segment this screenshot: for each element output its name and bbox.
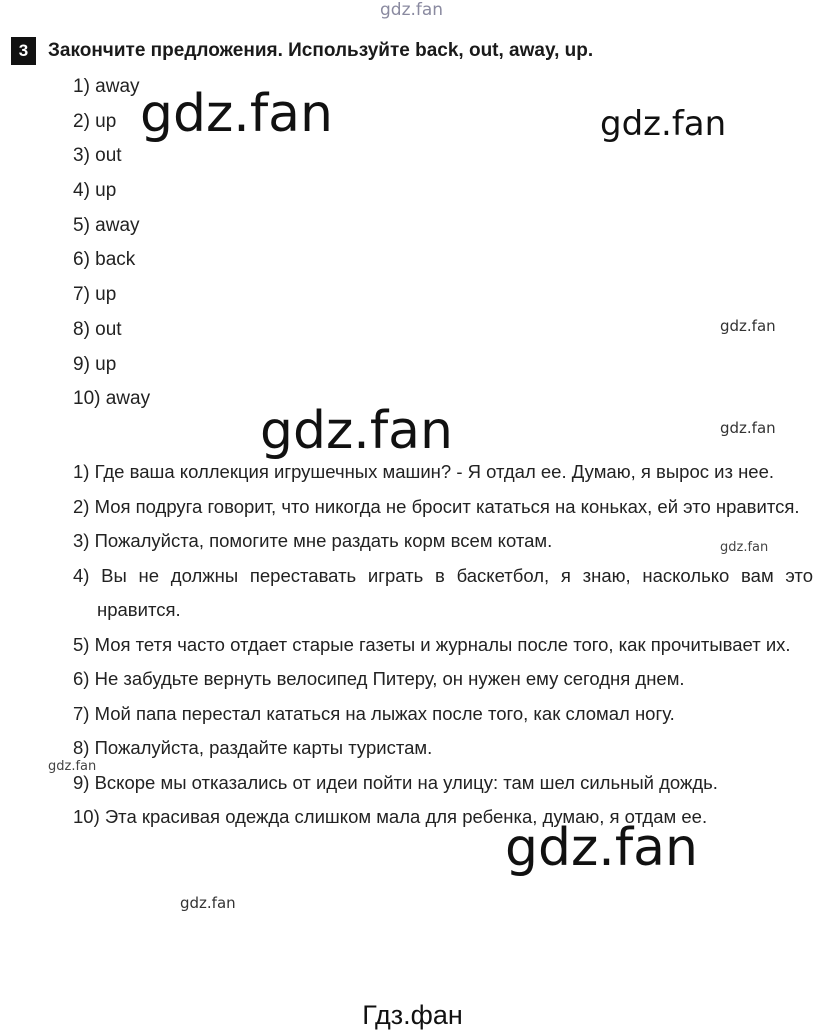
translation-item: 1) Где ваша коллекция игрушечных машин? - Я отдал ее. Думаю, я вырос из нее. bbox=[73, 461, 775, 482]
translation-item: 4) Вы не должны переставать играть в баскетбол, я знаю, насколько вам это нравится. bbox=[73, 564, 813, 620]
translation-item: 2) Моя подруга говорит, что никогда не бросит кататься на коньках, ей это нравится. bbox=[73, 495, 800, 517]
translations-list bbox=[73, 455, 813, 835]
answer-item: 2) up bbox=[73, 110, 117, 132]
watermark-small: gdz.fan bbox=[720, 540, 769, 555]
translation-item: 10) Эта красивая одежда слишком мала для ребенка, думаю, я отдам ее. bbox=[73, 806, 708, 827]
task-number-badge: 3 bbox=[11, 37, 36, 65]
watermark-small: gdz.fan bbox=[720, 419, 776, 437]
task-title: Закончите предложения. Используйте back, out, away, up. bbox=[48, 40, 594, 61]
translation-item: 7) Мой папа перестал кататься на лыжах после того, как сломал ногу. bbox=[73, 702, 675, 724]
translation-item: 8) Пожалуйста, раздайте карты туристам. bbox=[73, 737, 433, 758]
answers-list bbox=[73, 74, 150, 421]
answer-item: 1) away bbox=[73, 76, 140, 97]
footer-site-name: Гдз.фан bbox=[362, 1000, 463, 1030]
watermark-large: gdz.fan bbox=[505, 818, 698, 878]
answer-item: 9) up bbox=[73, 353, 117, 375]
answer-item: 8) out bbox=[73, 318, 122, 340]
answer-item: 6) back bbox=[73, 249, 136, 271]
answer-item: 4) up bbox=[73, 180, 117, 202]
watermark-medium: gdz.fan bbox=[600, 104, 727, 144]
watermark-small: gdz.fan bbox=[48, 759, 97, 774]
translation-item: 3) Пожалуйста, помогите мне раздать корм всем котам. bbox=[73, 530, 553, 551]
answer-item: 7) up bbox=[73, 284, 117, 306]
watermark-small: gdz.fan bbox=[720, 317, 776, 335]
watermark-small: gdz.fan bbox=[180, 894, 236, 912]
watermark-large: gdz.fan bbox=[140, 84, 333, 144]
answer-item: 10) away bbox=[73, 388, 151, 410]
translation-item: 6) Не забудьте вернуть велосипед Питеру, он нужен ему сегодня днем. bbox=[73, 668, 685, 689]
answer-item: 3) out bbox=[73, 145, 122, 167]
answer-item: 5) away bbox=[73, 214, 140, 236]
watermark-top: gdz.fan bbox=[380, 0, 444, 20]
translation-item: 5) Моя тетя часто отдает старые газеты и журналы после того, как прочитывает их. bbox=[73, 633, 791, 655]
translation-item: 9) Вскоре мы отказались от идеи пойти на улицу: там шел сильный дождь. bbox=[73, 771, 718, 793]
watermark-large: gdz.fan bbox=[260, 401, 453, 461]
